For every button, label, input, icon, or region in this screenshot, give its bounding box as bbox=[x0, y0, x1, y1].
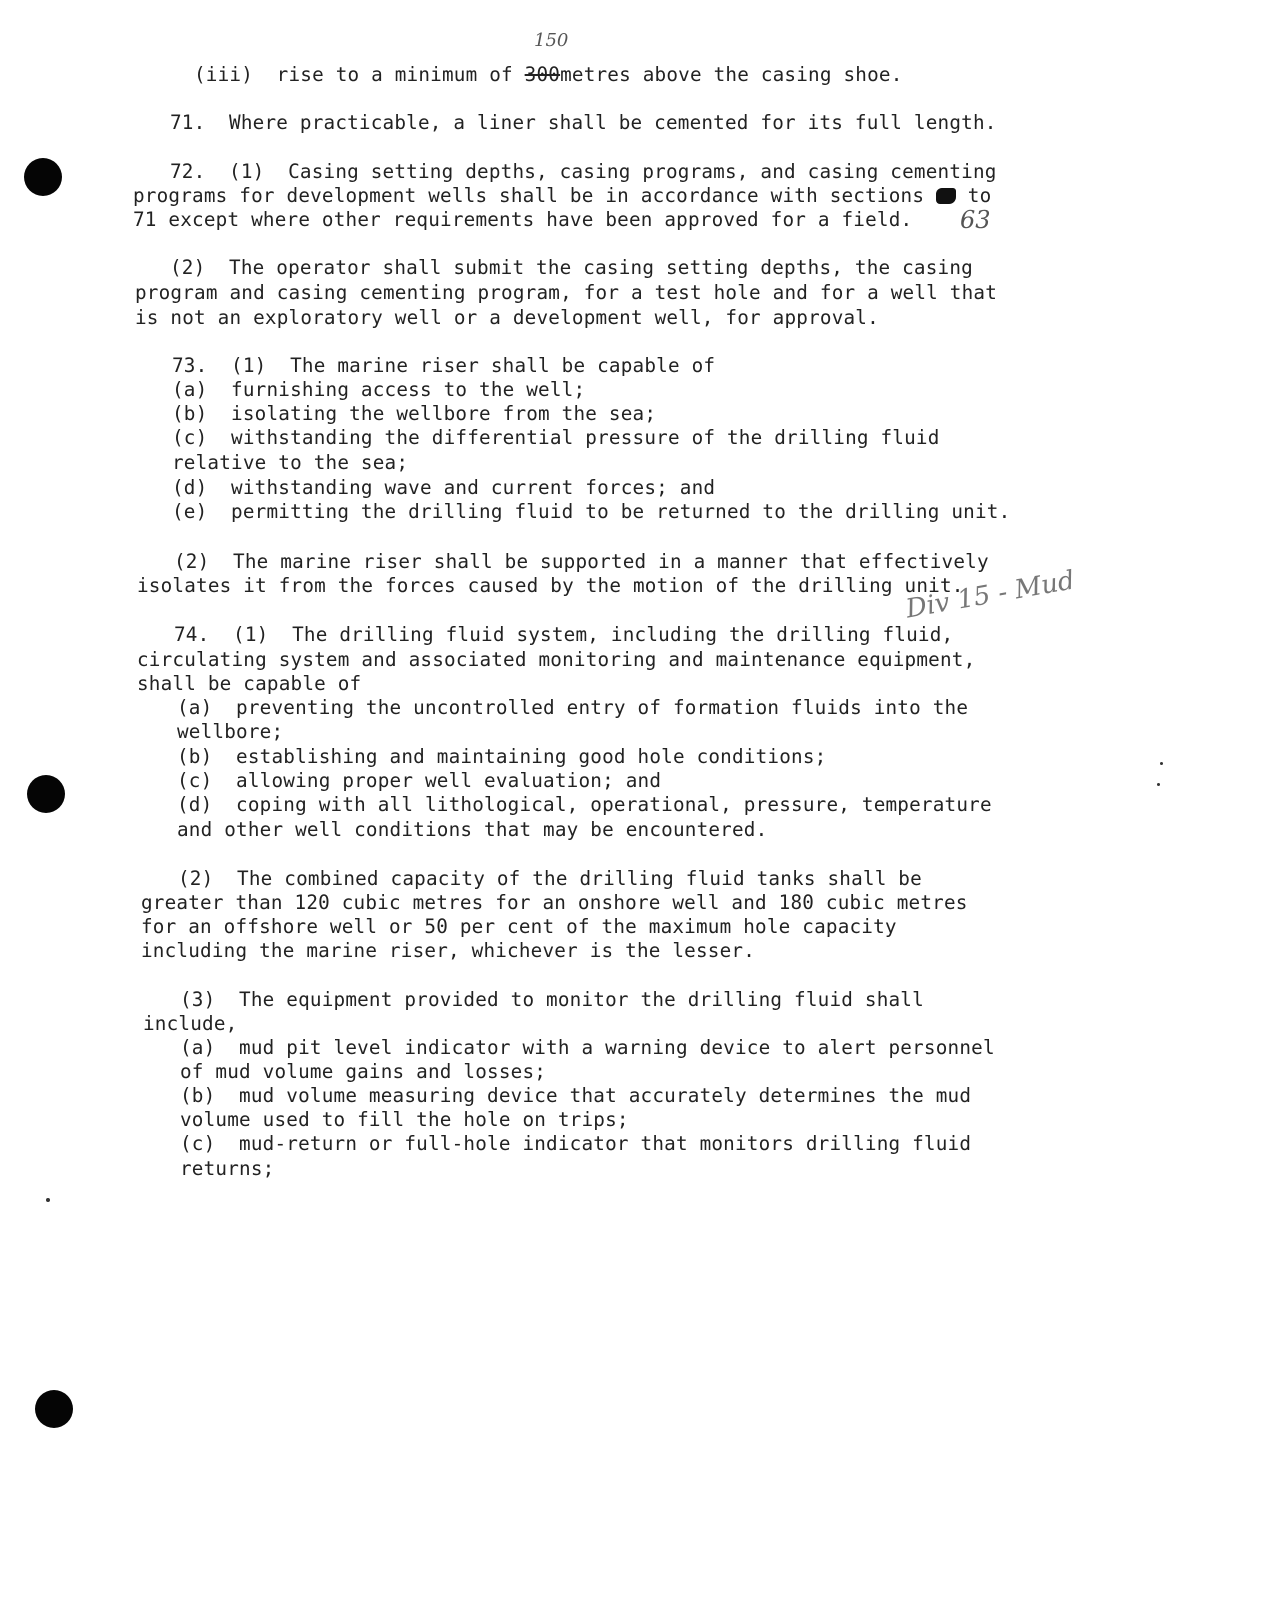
line-post: to bbox=[955, 184, 992, 207]
scan-speck bbox=[1157, 783, 1160, 786]
text-line: returns; bbox=[180, 1157, 275, 1180]
text-line: (2) The combined capacity of the drilling fluid tanks shall be bbox=[178, 867, 922, 890]
text-line: shall be capable of bbox=[137, 672, 362, 695]
text-line bbox=[133, 184, 991, 208]
text-line: (c) mud-return or full-hole indicator that monitors drilling fluid bbox=[180, 1132, 972, 1155]
binder-hole-middle bbox=[27, 775, 65, 813]
text-line: (a) mud pit level indicator with a warning device to alert personnel bbox=[180, 1036, 995, 1059]
text-line: (c) allowing proper well evaluation; and bbox=[177, 769, 662, 792]
line-pre: (iii) rise to a minimum of bbox=[194, 63, 525, 86]
text-line: including the marine riser, whichever is the lesser. bbox=[141, 939, 756, 962]
text-line: circulating system and associated monitoring and maintenance equipment, bbox=[137, 648, 976, 671]
text-line: (c) withstanding the differential pressure of the drilling fluid bbox=[172, 426, 940, 449]
line-pre: programs for development wells shall be in accordance with sections bbox=[133, 184, 936, 207]
handwritten-section-63: 63 bbox=[960, 206, 991, 234]
text-line: (b) isolating the wellbore from the sea; bbox=[172, 402, 657, 425]
text-line: wellbore; bbox=[177, 720, 284, 743]
handwritten-margin-note: Div 15 - Mud bbox=[903, 565, 1077, 625]
text-line: (b) mud volume measuring device that accurately determines the mud bbox=[180, 1084, 972, 1107]
section-71: 71. Where practicable, a liner shall be cemented for its full length. bbox=[170, 111, 997, 134]
ink-blot-mark bbox=[936, 188, 956, 204]
section-74-heading: 74. (1) The drilling fluid system, including the drilling fluid, bbox=[174, 623, 954, 646]
handwritten-correction-150: 150 bbox=[534, 30, 569, 51]
text-line: of mud volume gains and losses; bbox=[180, 1060, 547, 1083]
text-line: (3) The equipment provided to monitor the drilling fluid shall bbox=[180, 988, 924, 1011]
text-line: volume used to fill the hole on trips; bbox=[180, 1108, 629, 1131]
struck-number: 300 bbox=[524, 63, 561, 86]
text-line: (a) furnishing access to the well; bbox=[172, 378, 586, 401]
text-line: for an offshore well or 50 per cent of the maximum hole capacity bbox=[141, 915, 897, 938]
text-line: and other well conditions that may be encountered. bbox=[177, 818, 768, 841]
text-line: greater than 120 cubic metres for an onshore well and 180 cubic metres bbox=[141, 891, 968, 914]
text-line: (d) coping with all lithological, operational, pressure, temperature bbox=[177, 793, 992, 816]
text-line: (2) The marine riser shall be supported in a manner that effectively bbox=[174, 550, 989, 573]
text-line: (e) permitting the drilling fluid to be returned to the drilling unit. bbox=[172, 500, 1011, 523]
text-line: is not an exploratory well or a development well, for approval. bbox=[135, 306, 879, 329]
text-line: include, bbox=[143, 1012, 238, 1035]
line-post: metres above the casing shoe. bbox=[560, 63, 903, 86]
binder-hole-bottom bbox=[35, 1390, 73, 1428]
text-line: (d) withstanding wave and current forces; and bbox=[172, 476, 716, 499]
text-line: program and casing cementing program, for a test hole and for a well that bbox=[135, 281, 998, 304]
text-line: (a) preventing the uncontrolled entry of formation fluids into the bbox=[177, 696, 969, 719]
text-line: isolates it from the forces caused by the motion of the drilling unit. bbox=[137, 574, 964, 597]
section-72-heading: 72. (1) Casing setting depths, casing programs, and casing cementing bbox=[170, 160, 997, 183]
text-line bbox=[194, 63, 903, 87]
binder-hole-top bbox=[24, 158, 62, 196]
text-line: (2) The operator shall submit the casing setting depths, the casing bbox=[170, 256, 973, 279]
text-line: relative to the sea; bbox=[172, 451, 409, 474]
section-73-heading: 73. (1) The marine riser shall be capable of bbox=[172, 354, 716, 377]
text-line: (b) establishing and maintaining good hole conditions; bbox=[177, 745, 827, 768]
text-line: 71 except where other requirements have been approved for a field. bbox=[133, 208, 913, 231]
scan-speck bbox=[46, 1198, 50, 1202]
scan-speck bbox=[1160, 762, 1163, 765]
